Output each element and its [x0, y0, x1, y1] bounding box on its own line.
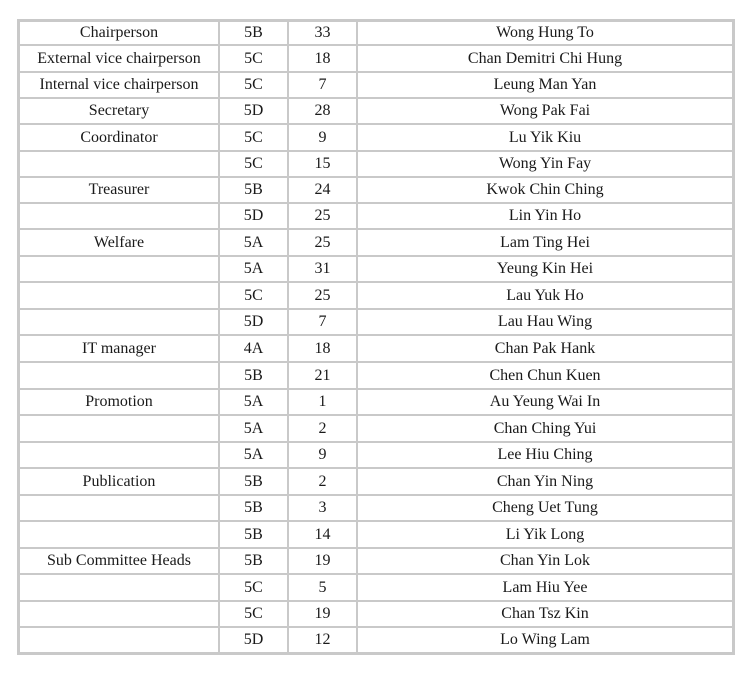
student-number-cell: 3	[288, 495, 357, 521]
student-name-cell: Chen Chun Kuen	[357, 362, 733, 389]
student-number-cell: 2	[288, 468, 357, 495]
table-row	[19, 415, 733, 442]
table-row	[19, 309, 733, 335]
table-row	[19, 335, 733, 362]
table-row	[19, 21, 733, 45]
class-cell: 5C	[219, 124, 288, 151]
student-number-cell: 15	[288, 151, 357, 177]
student-number-cell: 2	[288, 415, 357, 442]
student-name-cell: Chan Ching Yui	[357, 415, 733, 442]
position-cell	[19, 282, 219, 309]
position-cell: Secretary	[19, 98, 219, 124]
class-cell: 5C	[219, 45, 288, 72]
table-row	[19, 521, 733, 548]
class-cell: 5C	[219, 72, 288, 98]
position-cell	[19, 362, 219, 389]
student-name-cell: Wong Yin Fay	[357, 151, 733, 177]
student-name-cell: Chan Yin Lok	[357, 548, 733, 574]
position-cell	[19, 495, 219, 521]
student-number-cell: 33	[288, 21, 357, 45]
table-row	[19, 45, 733, 72]
table-row	[19, 203, 733, 229]
student-number-cell: 31	[288, 256, 357, 282]
position-cell	[19, 442, 219, 468]
class-cell: 5C	[219, 601, 288, 627]
student-name-cell: Wong Pak Fai	[357, 98, 733, 124]
committee-roster-table	[17, 19, 735, 655]
student-name-cell: Lau Hau Wing	[357, 309, 733, 335]
student-number-cell: 7	[288, 72, 357, 98]
position-cell: Promotion	[19, 389, 219, 415]
table-row	[19, 229, 733, 256]
position-cell	[19, 256, 219, 282]
student-name-cell: Lam Hiu Yee	[357, 574, 733, 601]
class-cell: 5C	[219, 574, 288, 601]
table-row	[19, 98, 733, 124]
student-number-cell: 24	[288, 177, 357, 203]
student-name-cell: Chan Demitri Chi Hung	[357, 45, 733, 72]
student-name-cell: Yeung Kin Hei	[357, 256, 733, 282]
class-cell: 5A	[219, 389, 288, 415]
position-cell: IT manager	[19, 335, 219, 362]
position-cell: Coordinator	[19, 124, 219, 151]
student-number-cell: 9	[288, 442, 357, 468]
student-name-cell: Lau Yuk Ho	[357, 282, 733, 309]
student-name-cell: Lo Wing Lam	[357, 627, 733, 653]
table-row	[19, 72, 733, 98]
student-number-cell: 25	[288, 203, 357, 229]
class-cell: 5D	[219, 309, 288, 335]
position-cell	[19, 415, 219, 442]
class-cell: 5B	[219, 548, 288, 574]
table-row	[19, 256, 733, 282]
student-name-cell: Leung Man Yan	[357, 72, 733, 98]
table-row	[19, 548, 733, 574]
position-cell	[19, 203, 219, 229]
student-number-cell: 14	[288, 521, 357, 548]
table-row	[19, 151, 733, 177]
student-name-cell: Lam Ting Hei	[357, 229, 733, 256]
class-cell: 5A	[219, 229, 288, 256]
class-cell: 5D	[219, 627, 288, 653]
student-number-cell: 5	[288, 574, 357, 601]
table-row	[19, 468, 733, 495]
table-row	[19, 601, 733, 627]
table-row	[19, 442, 733, 468]
class-cell: 4A	[219, 335, 288, 362]
class-cell: 5C	[219, 282, 288, 309]
position-cell: Chairperson	[19, 21, 219, 45]
table-row	[19, 389, 733, 415]
table-row	[19, 282, 733, 309]
student-number-cell: 28	[288, 98, 357, 124]
position-cell	[19, 574, 219, 601]
student-name-cell: Chan Pak Hank	[357, 335, 733, 362]
table-row	[19, 574, 733, 601]
student-number-cell: 18	[288, 45, 357, 72]
student-name-cell: Lee Hiu Ching	[357, 442, 733, 468]
student-number-cell: 25	[288, 229, 357, 256]
position-cell: External vice chairperson	[19, 45, 219, 72]
position-cell	[19, 521, 219, 548]
student-number-cell: 1	[288, 389, 357, 415]
table-row	[19, 124, 733, 151]
student-number-cell: 7	[288, 309, 357, 335]
class-cell: 5B	[219, 177, 288, 203]
class-cell: 5A	[219, 442, 288, 468]
class-cell: 5B	[219, 495, 288, 521]
class-cell: 5B	[219, 468, 288, 495]
student-name-cell: Lu Yik Kiu	[357, 124, 733, 151]
student-number-cell: 25	[288, 282, 357, 309]
table-row	[19, 362, 733, 389]
student-number-cell: 12	[288, 627, 357, 653]
student-name-cell: Au Yeung Wai In	[357, 389, 733, 415]
position-cell	[19, 601, 219, 627]
student-number-cell: 19	[288, 548, 357, 574]
student-name-cell: Wong Hung To	[357, 21, 733, 45]
table-row	[19, 495, 733, 521]
class-cell: 5A	[219, 415, 288, 442]
class-cell: 5D	[219, 203, 288, 229]
class-cell: 5C	[219, 151, 288, 177]
class-cell: 5B	[219, 21, 288, 45]
student-number-cell: 9	[288, 124, 357, 151]
table-row	[19, 627, 733, 653]
student-number-cell: 19	[288, 601, 357, 627]
position-cell	[19, 627, 219, 653]
student-number-cell: 21	[288, 362, 357, 389]
student-name-cell: Cheng Uet Tung	[357, 495, 733, 521]
student-number-cell: 18	[288, 335, 357, 362]
position-cell: Publication	[19, 468, 219, 495]
student-name-cell: Chan Tsz Kin	[357, 601, 733, 627]
position-cell: Internal vice chairperson	[19, 72, 219, 98]
roster-body	[19, 21, 733, 653]
position-cell	[19, 309, 219, 335]
student-name-cell: Lin Yin Ho	[357, 203, 733, 229]
student-name-cell: Li Yik Long	[357, 521, 733, 548]
position-cell: Welfare	[19, 229, 219, 256]
position-cell: Treasurer	[19, 177, 219, 203]
student-name-cell: Chan Yin Ning	[357, 468, 733, 495]
class-cell: 5D	[219, 98, 288, 124]
student-name-cell: Kwok Chin Ching	[357, 177, 733, 203]
class-cell: 5B	[219, 362, 288, 389]
position-cell	[19, 151, 219, 177]
table-row	[19, 177, 733, 203]
class-cell: 5A	[219, 256, 288, 282]
position-cell: Sub Committee Heads	[19, 548, 219, 574]
class-cell: 5B	[219, 521, 288, 548]
